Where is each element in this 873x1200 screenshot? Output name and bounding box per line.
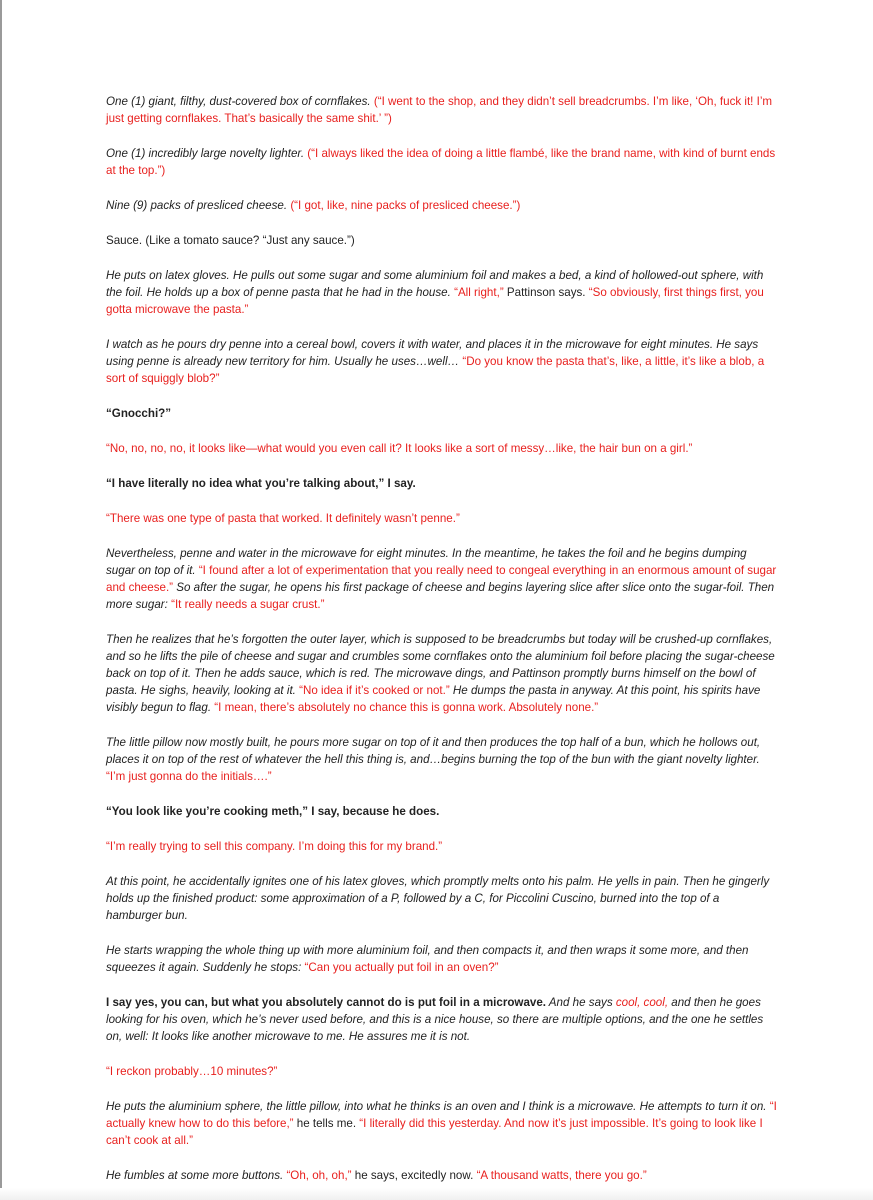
quote-text: “So obviously, first things first, you gotta microwave the pasta.” (106, 286, 764, 316)
narration-text: At this point, he accidentally ignites one of his latex gloves, which promptly melts onto his palm. He yells in pain. Then he gingerly holds up the finished product: some approximation of a P, followed by a C, for Piccolini Cuscino, burned into the top of a hamburger bun. (106, 875, 770, 922)
quote-text: “There was one type of pasta that worked. It definitely wasn’t penne.” (106, 512, 460, 525)
paragraph (106, 197, 778, 214)
paragraph (106, 510, 778, 527)
quote-text: cool, cool, (615, 996, 669, 1009)
quote-text: “Can you actually put foil in an oven?” (304, 961, 499, 974)
narration-text: Nevertheless, penne and water in the microwave for eight minutes. In the meantime, he takes the foil and he begins dumping sugar on top of it. (106, 547, 747, 577)
quote-text: (“I got, like, nine packs of presliced cheese.”) (290, 199, 521, 212)
paragraph (106, 440, 778, 457)
narration-text: I watch as he pours dry penne into a cereal bowl, covers it with water, and places it in the microwave for eight minutes. He says using penne is already new territory for him. Usually he uses…well… (106, 338, 759, 368)
quote-text: “All right,” (454, 286, 504, 299)
paragraph (106, 1098, 778, 1149)
paragraph (106, 545, 778, 613)
quote-text: “Do you know the pasta that’s, like, a little, it’s like a blob, a sort of squiggly blob?” (106, 355, 765, 385)
narration-text: He fumbles at some more buttons. (106, 1169, 287, 1182)
narration-text: He puts on latex gloves. He pulls out some sugar and some aluminium foil and makes a bed, a kind of hollowed-out sphere, with the foil. He holds up a box of penne pasta that he had in the house. (106, 269, 764, 299)
quote-text: “I’m really trying to sell this company. I’m doing this for my brand.” (106, 840, 443, 853)
bold-text: “You look like you’re cooking meth,” I say, because he does. (106, 805, 440, 818)
paragraph (106, 405, 778, 422)
text-run: Pattinson says. (503, 286, 589, 299)
paragraph (106, 631, 778, 716)
page-bottom-edge (0, 1188, 873, 1200)
paragraph (106, 838, 778, 855)
quote-text: “I actually knew how to do this before,” (106, 1100, 777, 1130)
narration-text: And he says (546, 996, 616, 1009)
narration-text: He starts wrapping the whole thing up with more aluminium foil, and then compacts it, and then wraps it some more, and then squeezes it again. Suddenly he stops: (106, 944, 749, 974)
article-body (106, 93, 778, 1184)
paragraph (106, 803, 778, 820)
paragraph (106, 942, 778, 976)
bold-text: “Gnocchi?” (106, 407, 172, 420)
paragraph (106, 873, 778, 924)
narration-text: and then he goes looking for his oven, which he’s never used before, and this is a nice house, so there are multiple options, and the one he settles on, well: It looks like another microwave to me. He assures me it is not. (106, 996, 764, 1043)
bold-text: “I have literally no idea what you’re talking about,” I say. (106, 477, 416, 490)
paragraph (106, 734, 778, 785)
text-run: he tells me. (293, 1117, 360, 1130)
paragraph (106, 1063, 778, 1080)
quote-text: (“I went to the shop, and they didn’t sell breadcrumbs. I’m like, ‘Oh, fuck it! I’m just getting cornflakes. That’s basically the same shit.’ ”) (106, 95, 773, 125)
quote-text: “I reckon probably…10 minutes?” (106, 1065, 278, 1078)
narration-text: The little pillow now mostly built, he pours more sugar on top of it and then produces the top half of a bun, which he hollows out, places it on top of the rest of whatever the hell this thing is, and…begins burning the top of the bun with the giant novelty lighter. (106, 736, 761, 766)
quote-text: “A thousand watts, there you go.” (476, 1169, 647, 1182)
paragraph (106, 93, 778, 127)
narration-text: One (1) incredibly large novelty lighter. (106, 147, 308, 160)
quote-text: “I found after a lot of experimentation that you really need to congeal everything in an enormous amount of sugar and cheese.” (106, 564, 777, 594)
quote-text: “I mean, there’s absolutely no chance this is gonna work. Absolutely none.” (214, 701, 599, 714)
page-left-edge (0, 0, 2, 1200)
paragraph (106, 267, 778, 318)
quote-text: “I literally did this yesterday. And now it’s just impossible. It’s going to look like I can’t cook at all.” (106, 1117, 763, 1147)
paragraph (106, 232, 778, 249)
paragraph (106, 475, 778, 492)
paragraph (106, 336, 778, 387)
narration-text: He dumps the pasta in anyway. At this point, his spirits have visibly begun to flag. (106, 684, 761, 714)
narration-text: One (1) giant, filthy, dust-covered box of cornflakes. (106, 95, 374, 108)
narration-text: So after the sugar, he opens his first package of cheese and begins layering slice after slice onto the sugar-foil. Then more sugar: (106, 581, 775, 611)
paragraph (106, 994, 778, 1045)
quote-text: “No, no, no, no, it looks like—what would you even call it? It looks like a sort of messy…like, the hair bun on a girl.” (106, 442, 693, 455)
narration-text: He puts the aluminium sphere, the little pillow, into what he thinks is an oven and I think is a microwave. He attempts to turn it on. (106, 1100, 770, 1113)
quote-text: “Oh, oh, oh,” (286, 1169, 352, 1182)
bold-text: I say yes, you can, but what you absolutely cannot do is put foil in a microwave. (106, 996, 547, 1009)
text-run: Sauce. (Like a tomato sauce? “Just any sauce.”) (106, 234, 355, 247)
quote-text: “I’m just gonna do the initials….” (106, 770, 272, 783)
quote-text: “It really needs a sugar crust.” (171, 598, 325, 611)
paragraph (106, 1167, 778, 1184)
narration-text: Nine (9) packs of presliced cheese. (106, 199, 291, 212)
quote-text: “No idea if it’s cooked or not.” (299, 684, 450, 697)
narration-text: Then he realizes that he’s forgotten the outer layer, which is supposed to be breadcrumbs but today will be crushed-up cornflakes, and so he lifts the pile of cheese and sugar and crumbles some cornflakes onto the aluminium foil before placing the sugar-cheese back on top of it. Then he adds sauce, which is red. The microwave dings, and Pattinson promptly burns himself on the bowl of pasta. He sighs, heavily, looking at it. (106, 633, 775, 697)
paragraph (106, 145, 778, 179)
text-run: he says, excitedly now. (351, 1169, 477, 1182)
quote-text: (“I always liked the idea of doing a little flambé, like the brand name, with kind of burnt ends at the top.”) (106, 147, 776, 177)
